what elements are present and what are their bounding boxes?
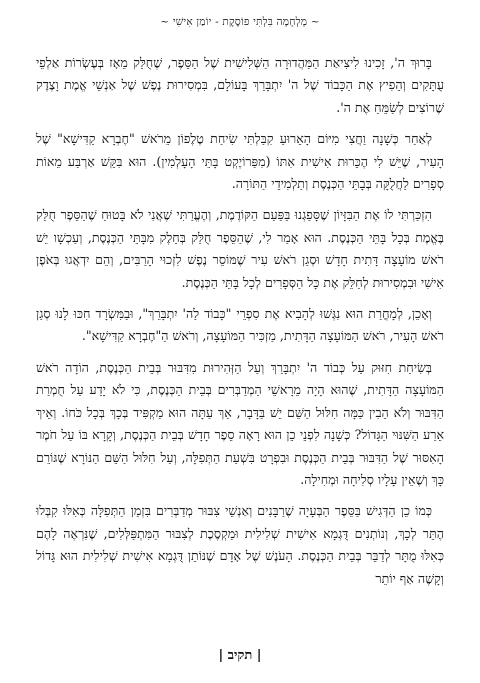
body-text bbox=[36, 52, 444, 590]
paragraph: כְּמוֹ כֵן הַדְּגִישׁ בַּסֵּפֶר הַבְּעָיָה שֶׁרַבָּנִים וְאַנְשֵׁי צִבּוּר מְדַבְּרִים בִּזְמַן הַתְּפִלָּה כְּאִלּוּ קִבְּלוּ הֶתֵּר לְכָךְ, וְנוֹתְנִים דֻּגְמָא אִישִׁית שְׁלִילִית וּמַקְסֶכֶת לְצִבּוּר הַמִּתְפַּלְּלִים, שֶׁנִּרְאֶה לָהֶם כְּאִלּוּ מֻתָּר לְדַבֵּר בְּבֵית הַכְּנֶסֶת. הָעֹנֶשׁ שֶׁל אָדָם שֶׁנּוֹתֵן דֻּגְמָא אִישִׁית שְׁלִילִית הוּא גָּדוֹל וְקָשֶׁה אַף יוֹתֵר bbox=[36, 503, 444, 586]
paragraph: לְאַחַר כְּשָׁנָה וַחֲצִי מִיּוֹם הָאֵרוּעַ קִבַּלְתִּי שִׂיחַת טֶלֶפוֹן מֵרֹאשׁ "חֶבְרָא קַדִּישָׁא" שֶׁל הָעִיר, שֶׁיֵּשׁ לִי הֶכֵּרוּת אִישִׁית אִתּוֹ (מִפַּרוֹיֶקְט בָּתֵּי הָעָלְמִין). הוּא בִּקֵּשׁ אַרְבַּע מֵאוֹת סְפָרִים לַחֲלֻקָּה בְּבָתֵּי הַכְּנֶסֶת וְתַלְמִידֵי הַתּוֹרָה. bbox=[36, 131, 444, 192]
page-number: | תקיב | bbox=[218, 648, 262, 663]
paragraph: הִזְכַּרְתִּי לוֹ אֶת הַבִּזָּיוֹן שֶׁסָּפַגְנוּ בַּפַּעַם הַקּוֹדֶמֶת, וְהֶעֱרַתִּי שֶׁאֲנִי לֹא בָּטוּחַ שֶׁהַסֵּפֶר חֻלַּק בֶּאֱמֶת בְּכָל בָּתֵּי הַכְּנֶסֶת. הוּא אָמַר לִי, שֶׁהַסֵּפֶר חֻלַּק בְּחֵלֶק מִבָּתֵּי הַכְּנֶסֶת, וְעַכְשָׁו יֵשׁ רֹאשׁ מוֹעָצָה דָּתִית חָדָשׁ וּסְגַן רֹאשׁ עִיר שֶׁמּוֹסֵר נֶפֶשׁ לִזְכוּי הָרַבִּים, וְהֵם יִדְאֲגוּ בְּאֹפֶן אִישִׁי וּבִמְסִירוּת לְחַלֵּק אֶת כָּל הַסְּפָרִים לְכָל בָּתֵּי הַכְּנֶסֶת. bbox=[36, 207, 444, 290]
paragraph: בְּשִׂיחַת חִזּוּק עַל כְּבוֹד ה' יִתְבָּרַךְ וְעַל הַזְּהִירוּת מִדִּבּוּר בְּבֵית הַכְּנֶסֶת, הוֹדָה רֹאשׁ הַמּוֹעָצָה הַדָּתִית, שֶׁהוּא הָיָה מֵרָאשֵׁי הַמְדַבְּרִים בְּבֵית הַכְּנֶסֶת, כִּי לֹא יָדַע עַל חֻמְרַת הַדִּבּוּר וְלֹא הֵבִין כַּמָּה חִלּוּל הַשֵּׁם יֵשׁ בַּדָּבָר, אַךְ עַתָּה הוּא מַקְפִּיד בְּכָךְ בְּכָל כֹּחוֹ. וְאֵיךְ אֵרַע הַשִּׁנּוּי הַגָּדוֹל? כְּשָׁנָה לִפְנֵי כֵן הוּא רָאָה סֵפֶר חָדָשׁ בְּבֵית הַכְּנֶסֶת, וְקָרָא בּוֹ עַל חֹמֶר הָאִסּוּר שֶׁל הַדִּבּוּר בְּבֵית הַכְּנֶסֶת וּבִפְרָט בִּשְׁעַת הַתְּפִלָּה, וְעַל חִלּוּל הַשֵּׁם הַנּוֹרָא שֶׁגּוֹרֵם כָּךְ וְשֶׁאֵין עָלָיו סְלִיחָה וּמְחִילָה. bbox=[36, 359, 444, 487]
paragraph: בָּרוּךְ ה', זָכִינוּ לִיצִיאַת הַמַּהֲדוּרָה הַשְּׁלִישִׁית שֶׁל הַסֵּפֶר, שֶׁחֻלַּק מֵאָז בְּעֶשְׂרוֹת אַלְפֵי עֻתָּקִים וְהֵפִיץ אֶת הַכָּבוֹד שֶׁל ה' יִתְבָּרַךְ בָּעוֹלָם, בִּמְסִירוּת נֶפֶשׁ שֶׁל אַנְשֵׁי אֱמֶת וָצֶדֶק שֶׁרוֹצִים לְשַׂמֵּחַ אֶת ה'. bbox=[36, 55, 444, 115]
paragraph: וְאָכֵן, לְמָחֳרַת הוּא נִגְּשׁוּ לְהָבִיא אֶת סִפְרֵי "כָּבוֹד לַה' יִתְבָּרֵךְ", וּבַמִּשְׂרָד חִכּוּ לָנוּ סְגַן רֹאשׁ הָעִיר, רֹאשׁ הַמּוֹעָצָה הַדָּתִית, מַזְכִּיר הַמּוֹעָצָה, וְרֹאשׁ הַ"חֶבְרָא קַדִּישָׁא". bbox=[36, 306, 444, 344]
running-header: ~ מְלְחָמָה בִּלְתִּי פוֹסֶקֶת - יוֹמַן אִישִׁי ~ bbox=[160, 16, 320, 28]
